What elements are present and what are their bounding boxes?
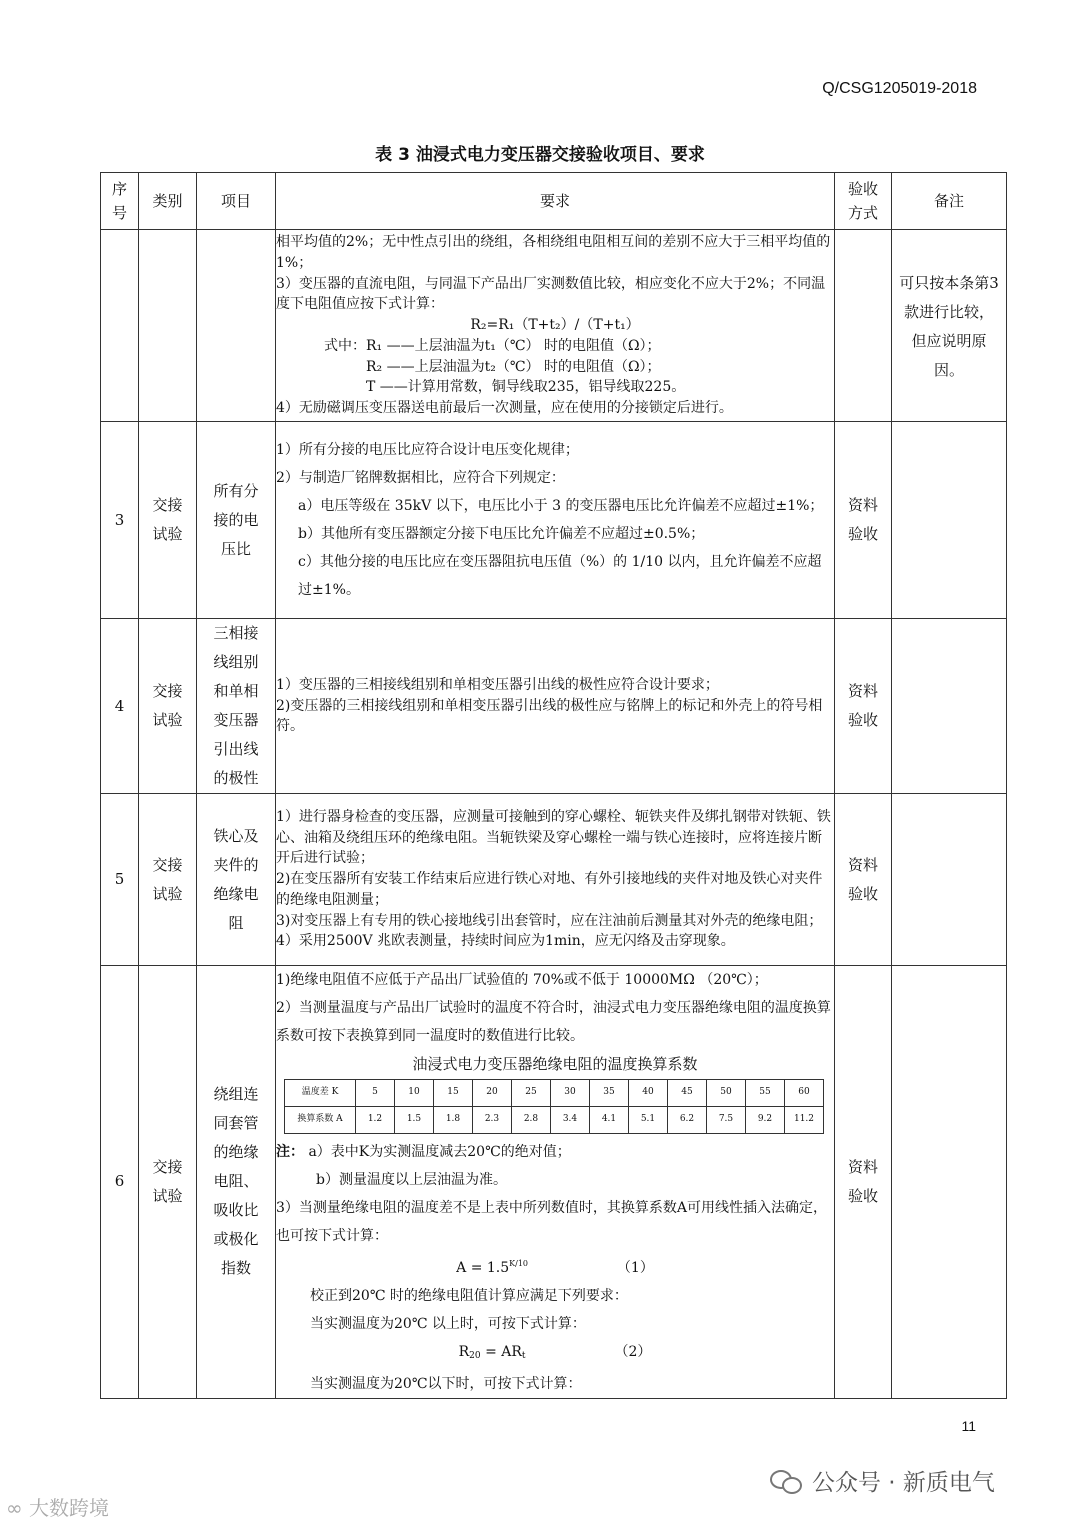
col-seq: 序号 (101, 173, 139, 230)
wechat-icon (770, 1468, 804, 1494)
coef-a-cell: 2.3 (473, 1106, 512, 1133)
col-category: 类别 (139, 173, 197, 230)
method-cell: 资料验收 (835, 422, 892, 619)
item-cell: 所有分接的电压比 (197, 422, 276, 619)
coef-a-cell: 2.8 (512, 1106, 551, 1133)
col-note: 备注 (892, 173, 1007, 230)
acceptance-table (100, 172, 1007, 1399)
seq-cell: 3 (101, 422, 139, 619)
coef-a-cell: 3.4 (551, 1106, 590, 1133)
col-method: 验收方式 (835, 173, 892, 230)
table-row (101, 966, 1007, 1399)
formula-1: $A = 1.5^{K/10}$ （1） (456, 1258, 654, 1276)
coef-k-cell: 50 (707, 1079, 746, 1106)
coef-k-cell: 15 (434, 1079, 473, 1106)
coef-k-cell: 35 (590, 1079, 629, 1106)
method-cell: 资料验收 (835, 966, 892, 1399)
watermark-left: ∞ 大数跨境 (6, 1496, 110, 1520)
coef-k-cell: 40 (629, 1079, 668, 1106)
coef-k-cell: 45 (668, 1079, 707, 1106)
note-cell (892, 422, 1007, 619)
coef-a-cell: 1.5 (395, 1106, 434, 1133)
category-cell: 交接试验 (139, 794, 197, 966)
requirement-cell: 相平均值的2%；无中性点引出的绕组，各相绕组电阻相互间的差别不应大于三相平均值的1%； 3）变压器的直流电阻，与同温下产品出厂实测数值比较，相应变化不应大于2%；不同温度下电阻值应按下式计算： R₂=R₁（T+t₂）/（T+t₁） 式中：R₁ ——上层油温为t₁（℃） 时的电阻值（Ω）； R₂ ——上层油温为t₂（℃） 时的电阻值（Ω）； T ——计算用常数，铜导线取235，铝导线取225。 4）无励磁调压变压器送电前最后一次测量，应在使用的分接锁定后进行。 (276, 230, 835, 422)
coef-a-label: 换算系数 A (285, 1106, 356, 1133)
table-title: 表 3 油浸式电力变压器交接验收项目、要求 (375, 145, 705, 165)
coef-a-cell: 11.2 (785, 1106, 824, 1133)
item-cell: 三相接线组别和单相变压器引出线的极性 (197, 619, 276, 794)
method-cell: 资料验收 (835, 794, 892, 966)
note-label: 注： (276, 1143, 304, 1160)
method-cell: 资料验收 (835, 619, 892, 794)
table-row (101, 619, 1007, 794)
coef-a-row (285, 1106, 824, 1133)
category-cell: 交接试验 (139, 966, 197, 1399)
table-row (101, 794, 1007, 966)
coef-a-cell: 4.1 (590, 1106, 629, 1133)
table-row (101, 230, 1007, 422)
link-icon: ∞ (6, 1496, 23, 1520)
item-cell: 绕组连同套管的绝缘电阻、吸收比或极化指数 (197, 966, 276, 1399)
formula: R₂=R₁（T+t₂）/（T+t₁） (470, 317, 640, 334)
page-number: 11 (961, 1418, 976, 1434)
watermark-wechat: 公众号 · 新质电气 (770, 1464, 995, 1497)
seq-cell: 4 (101, 619, 139, 794)
coef-k-cell: 25 (512, 1079, 551, 1106)
coef-k-cell: 20 (473, 1079, 512, 1106)
col-requirement: 要求 (276, 173, 835, 230)
seq-cell: 5 (101, 794, 139, 966)
coef-k-cell: 5 (356, 1079, 395, 1106)
note-cell: 可只按本条第3款进行比较，但应说明原因。 (892, 230, 1007, 422)
col-item: 项目 (197, 173, 276, 230)
coef-a-cell: 7.5 (707, 1106, 746, 1133)
coef-a-cell: 9.2 (746, 1106, 785, 1133)
coef-k-row (285, 1079, 824, 1106)
category-cell: 交接试验 (139, 619, 197, 794)
category-cell: 交接试验 (139, 422, 197, 619)
note-cell (892, 966, 1007, 1399)
requirement-cell: 1）变压器的三相接线组别和单相变压器引出线的极性应符合设计要求； 2)变压器的三相接线组别和单相变压器引出线的极性应与铭牌上的标记和外壳上的符号相符。 (276, 619, 835, 794)
coef-k-label: 温度差 K (285, 1079, 356, 1106)
coefficient-table (284, 1079, 824, 1134)
table-header-row (101, 173, 1007, 230)
coef-a-cell: 1.8 (434, 1106, 473, 1133)
document-code: Q/CSG1205019-2018 (822, 80, 977, 97)
coef-k-cell: 10 (395, 1079, 434, 1106)
coef-table-caption: 油浸式电力变压器绝缘电阻的温度换算系数 (412, 1055, 698, 1073)
coef-k-cell: 60 (785, 1079, 824, 1106)
requirement-cell: 1)绝缘电阻值不应低于产品出厂试验值的 70%或不低于 10000MΩ （20℃）； 2）当测量温度与产品出厂试验时的温度不符合时，油浸式电力变压器绝缘电阻的温度换算系数可按下表换算到同一温度时的数值进行比较。 油浸式电力变压器绝缘电阻的温度换算系数 温度差 K 5 10 15 20 25 30 35 40 45 50 55 60 换算系数 A 1.2 1.5 1.8 2.3 2.8 3.4 4.1 5.1 6.2 7.5 9.2 11.2 注： a）表中K为实测温度减去20℃的绝对值； b）测量温度以上层油温为准。 3）当测量绝缘电阻的温度差不是上表中所列数值时，其换算系数A可用线性插入法确定，也可按下式计算： $A = 1.5^{K/10}$ （1） 校正到20℃ 时的绝缘电阻值计算应满足下列要求： 当实测温度为20℃ 以上时，可按下式计算： $R_{20} = AR_t$ （2） 当实测温度为20℃以下时，可按下式计算： (276, 966, 835, 1399)
table-row (101, 422, 1007, 619)
note-cell (892, 619, 1007, 794)
seq-cell: 6 (101, 966, 139, 1399)
coef-k-cell: 30 (551, 1079, 590, 1106)
coef-a-cell: 1.2 (356, 1106, 395, 1133)
item-cell: 铁心及夹件的绝缘电阻 (197, 794, 276, 966)
requirement-cell: 1）所有分接的电压比应符合设计电压变化规律； 2）与制造厂铭牌数据相比，应符合下列规定： a）电压等级在 35kV 以下，电压比小于 3 的变压器电压比允许偏差不应超过±1%； b）其他所有变压器额定分接下电压比允许偏差不应超过±0.5%； c）其他分接的电压比应在变压器阻抗电压值（%）的 1/10 以内，且允许偏差不应超过±1%。 (276, 422, 835, 619)
note-cell (892, 794, 1007, 966)
coef-a-cell: 6.2 (668, 1106, 707, 1133)
coef-k-cell: 55 (746, 1079, 785, 1106)
coef-a-cell: 5.1 (629, 1106, 668, 1133)
requirement-cell: 1）进行器身检查的变压器，应测量可接触到的穿心螺栓、轭铁夹件及绑扎钢带对铁轭、铁心、油箱及绕组压环的绝缘电阻。当轭铁梁及穿心螺栓一端与铁心连接时，应将连接片断开后进行试验； 2)在变压器所有安装工作结束后应进行铁心对地、有外引接地线的夹件对地及铁心对夹件的绝缘电阻测量； 3)对变压器上有专用的铁心接地线引出套管时，应在注油前后测量其对外壳的绝缘电阻； 4）采用2500V 兆欧表测量，持续时间应为1min，应无闪络及击穿现象。 (276, 794, 835, 966)
formula-2: $R_{20} = AR_t$ （2） (458, 1343, 652, 1361)
